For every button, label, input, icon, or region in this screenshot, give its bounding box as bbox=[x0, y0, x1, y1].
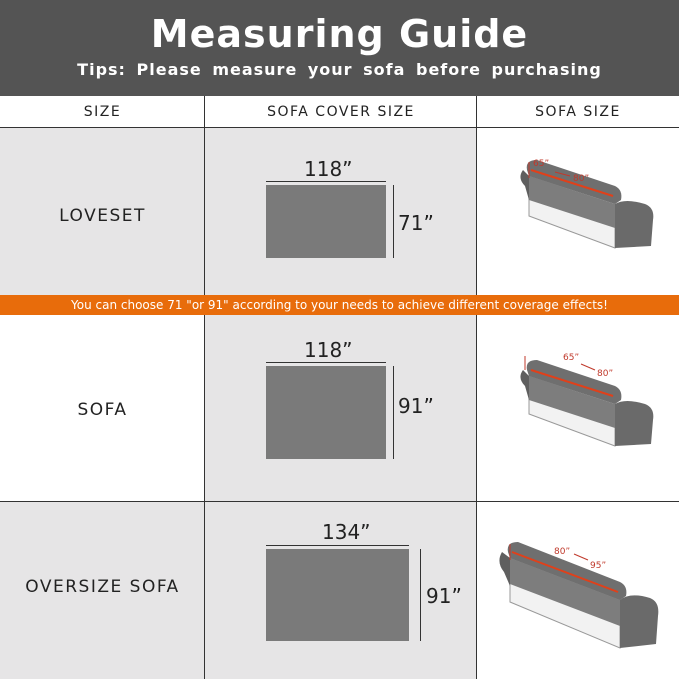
cover-height-label: 91” bbox=[426, 584, 462, 608]
row-label-loveset: LOVESET bbox=[59, 206, 146, 226]
sofa-range-high: 95” bbox=[590, 561, 607, 571]
row-label-oversize: OVERSIZE SOFA bbox=[25, 577, 180, 597]
info-banner: You can choose 71 "or 91" according to your needs to achieve different coverage effects! bbox=[0, 295, 679, 315]
cover-rectangle bbox=[266, 549, 409, 641]
grid-line bbox=[0, 501, 679, 502]
row-label-sofa: SOFA bbox=[77, 400, 128, 420]
cover-rectangle bbox=[266, 185, 386, 258]
sofa-range-high: 80” bbox=[597, 369, 614, 379]
sofa-illustration bbox=[515, 348, 665, 453]
column-header-size: SIZE bbox=[83, 104, 122, 120]
sofa-range-low: 65” bbox=[533, 159, 550, 169]
cover-width-label: 134” bbox=[322, 520, 371, 544]
header bbox=[0, 0, 679, 96]
tips-text: Tips: Please measure your sofa before purchasing bbox=[77, 60, 602, 79]
grid-line bbox=[476, 96, 477, 679]
cover-rectangle bbox=[266, 366, 386, 459]
width-dimension-line bbox=[266, 362, 386, 363]
width-dimension-line bbox=[266, 545, 409, 546]
cover-height-label: 71” bbox=[398, 211, 434, 235]
cover-width-label: 118” bbox=[304, 157, 353, 181]
column-header-sofa: SOFA SIZE bbox=[535, 104, 621, 120]
cover-height-label: 91” bbox=[398, 394, 434, 418]
sofa-range-high: 80” bbox=[573, 174, 590, 184]
sofa-range-low: 65” bbox=[563, 353, 580, 363]
oversize-sofa-illustration bbox=[490, 530, 665, 655]
page-title: Measuring Guide bbox=[150, 12, 529, 56]
width-dimension-line bbox=[266, 181, 386, 182]
height-dimension-line bbox=[393, 185, 394, 258]
height-dimension-line bbox=[420, 549, 421, 641]
height-dimension-line bbox=[393, 366, 394, 459]
cover-width-label: 118” bbox=[304, 338, 353, 362]
loveseat-illustration bbox=[515, 148, 665, 263]
sofa-range-low: 80” bbox=[554, 547, 571, 557]
column-header-cover: SOFA COVER SIZE bbox=[267, 104, 415, 120]
